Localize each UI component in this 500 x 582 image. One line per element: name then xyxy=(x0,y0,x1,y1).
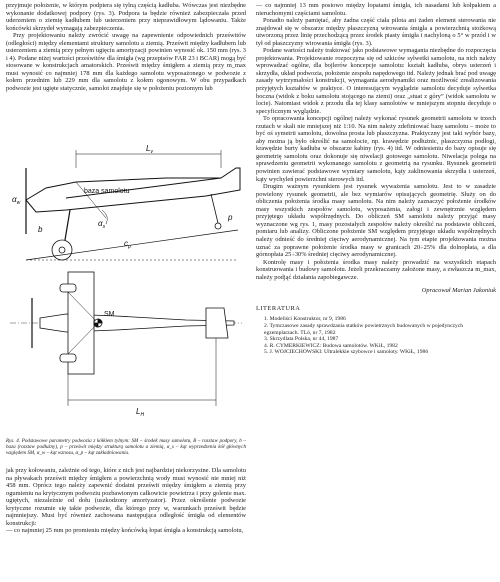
list-item: 4. R. CYMERKIEWICZ: Budowa samolotów. WKiŁ, 1982 xyxy=(264,342,398,349)
literature-list xyxy=(256,316,496,356)
paragraph: Drugim ważnym rysunkiem jest rysunek wyważenia samolotu. Jest to w zasadzie powielony rysunek geometrii, ale bez wymiarów opisujących geometrię. Służy on do obliczenia położenia środka masy samolotu. Na nim należy zaznaczyć położenie środków masy wszystkich zespołów samolotu, wyposażenia, załogi i zewnętrznie względem przyjętego układu współrzędnych. Do obliczeń SM samolotu należy przyjąć masy wyznaczone wg rys. 1, masy pozostałych zespołów należy określić na podstawie obliczeń, pomiaru lub analizy. Obliczone położenie SM względem przyjętego układu współrzędnych należy odnieść do średniej cięciwy aerodynamicznej. Na tym etapie projektowania można uznać za poprawne położenie środka masy w granicach 20÷25% dla dolnopłata, a dla górnopłata 25÷30% średniej cięciwy aerodynamicznej. xyxy=(256,183,496,259)
fuselage-side xyxy=(26,168,240,212)
author-signature: Opracował Marian Jakoniuk xyxy=(421,287,496,295)
paragraph: Podane wartości należy traktować jako podstawowe wymagania niezbędne do rozpoczęcia projektowania. Projektowanie rozpoczyna się od szkiców sylwetki samolotu, na nich należy wprowadzać ogólne, dla bojlerów koncepcje samolotu: kształt kadłuba, obrys usterzeń i skrzydła, układ podwozia, położenie zespołu napędowego itd. Należy jednak brać pod uwagę zasady wytrzymałości konstrukcji, wymagania aerodynamiki oraz możliwość zrealizowania przyjętych kształtów w praktyce. O interesującym wyglądzie samolotu decyduje sylwetka boczna (widok z boku samolotu stojącego na ziemi) oraz „stuat z góry” (widok samolotu w locie). Natomiast widok z przodu dla tej klasy samolotów w mniejszym stopniu decyduje o specyficznym wyglądzie. xyxy=(256,47,496,115)
tailplane-top xyxy=(206,308,228,338)
left-column-top xyxy=(6,2,246,93)
tail-wheel xyxy=(215,223,221,229)
paragraph: — co najmniej 13 mm posiowo między łopatami śmigła, ich nasadami lub kołpakiem a nieruchomymi częściami samolotu. xyxy=(256,2,496,17)
paragraph: Ponadto należy pamiętać, aby żadna część ciała pilota ani żaden element sterowania nie znajdował się w obszarze między płaszczyzną wirowania śmigła a powierzchnią stożkową utworzoną przez linię przechodzącą przez środek piasty śmigła i nachyloną o 5° w przód i w tył od płaszczyzny wirowania śmigła (rys. 3). xyxy=(256,17,496,47)
list-item: 2. Tymczasowe zasady sprawdzania statków powietrznych budowanych w pojedynczych egzemplarzach. TLó, nr 7, 1982 xyxy=(264,322,464,336)
main-wheel xyxy=(52,240,72,260)
paragraph: To opracowania koncepcji ogólnej należy wykonać rysunek geometrii samolotu w trzech rzutach w skali nie mniejszej niż 1:10. Na nim należy zdefiniować bazę samolotu – może to być oś symetrii samolotu, dowolna prosta lub płaszczyzna. Praktyczny jest taki wybór bazy, aby można ją było określić na samolocie, np. krawędzie podłużnic, płaszczyzna podłogi, krawędzie burty kadłuba w obszarze kabiny (rys. 4) itd. W odniesieniu do bazy opisuje się geometrię samolotu oraz dokonuje się niwelacji gotowego samolotu. Niwelacja polega na sprawdzeniu geometrii wykonanego samolotu z geometrią na rysunku. Rysunek geometrii powinien zawierać podstawowe wymiary samolotu, kąty zaklinowania skrzydła i usterzeń, kąty wychyleń powierzchni sterowych itd. xyxy=(256,115,496,183)
list-item: 1. Modeliści Konstruktor, nr 9, 1986 xyxy=(264,316,346,323)
literature-heading: LITERATURA xyxy=(256,304,301,312)
list-item: 3. Skrzydlata Polska, nr 44, 1987 xyxy=(264,336,339,343)
label-p: p xyxy=(228,213,233,222)
main-wheel-right xyxy=(60,354,76,362)
label-aw: $\alpha_w$ xyxy=(12,195,21,206)
label-sm: SM xyxy=(104,311,115,318)
label-lv: $L_v$ xyxy=(146,144,153,155)
figure-caption: Rys. 4. Podstawowe parametry podwozia z kółkiem tylnym: SM – środek masy samolotu, B – rozstaw podpory, b – baza (rozstaw podłużny), p – prześwit między strukturą samolotu a ziemią, α_s – kąt wyprzedzenia kół głównych względem SM, α_w – kąt wznosu, α_p – kąt zakładniowania. xyxy=(6,438,246,456)
paragraph: Przy projektowaniu należy zwrócić uwagę na zapewnienie odpowiednich prześwitów (odległości) między elementami struktury samolotu a ziemią. Prześwit między kadłubem lub usterzeniem a ziemią przy pełnym ugięciu amortyzacji powinien wynosić ok. 150 mm (rys. 3 i 4). Podane niżej wartości prześwitów dla śmigła (wg przepisów FAR 23 i BCAR) mogą być stosowane w konstrukcjach amatorskich. Prześwit między śmigłem a ziemią przy m_max musi wynosić co najmniej 178 mm dla każdego samolotu wyposażonego w podwozie z kołem przednim lub 229 mm dla samolotu z kołem ogonowym. W obu przypadkach podwozie jest ugięte statycznie, samolot znajduje się w położeniu poziomym lub xyxy=(6,32,246,93)
paragraph: Kontrolę masy i położenia środka masy należy prowadzić na wszystkich etapach konstruowania i budowy samolotu. Jeżeli przekraczamy założone masy, a zwłaszcza m_max, należy podjąć działania zapobiegawcze. xyxy=(256,258,496,281)
paragraph: — co najmniej 25 mm po promieniu między końcówką łopat śmigła a konstrukcją samolotu, xyxy=(6,527,244,535)
left-column-bottom xyxy=(6,467,246,535)
list-item: 5. J. WOJCIECHOWSKI: Ultralekkie szybowce i samoloty. WKiŁ, 1986 xyxy=(264,349,429,356)
main-wheel-left xyxy=(60,284,76,292)
paragraph: jak przy kołowaniu, zależnie od tego, które z nich jest najbardziej niekorzystne. Dla samolotu na pływakach prześwit między śmigłem a powierzchnią wody musi wynosić nie mniej niż 458 mm. Oprócz tego należy zapewnić dodatni prześwit między śmigłem a ziemią przy ogumieniu na krytycznym podwoziu pozbawionym całkowicie powietrza i przy golenie max. ugiętych, niezależnie od dołu (uszkodzony amortyzator). Przez określenie podwozie krytyczne rozumie się takie podwozie, dla którego przy w, warunkach prześwit będzie najmniejszy. Musi być również zachowana następująca odległość śmigła od elementów konstrukcji: xyxy=(6,467,246,527)
label-cp: $c_p$ xyxy=(124,239,131,250)
base-label: baza samolotu xyxy=(84,188,130,195)
landing-gear-figure xyxy=(6,138,246,436)
label-b: b xyxy=(38,225,43,234)
right-column xyxy=(256,2,496,356)
label-lh: $L_H$ xyxy=(136,407,145,418)
paragraph: przyjmuje położenie, w którym podpiera się tylną częścią kadłuba. Wówczas jest niezbędne wykonanie dodatkowej podpory (rys. 3). Podpora ta będzie również zabezpieczała przed uderzeniem o ziemię kadłubem lub usterzeniem przy nieprawidłowym lądowaniu. Także końcówki skrzydeł wymagają zabezpieczenia. xyxy=(6,2,246,32)
label-as: $\alpha_s$ xyxy=(98,219,106,230)
